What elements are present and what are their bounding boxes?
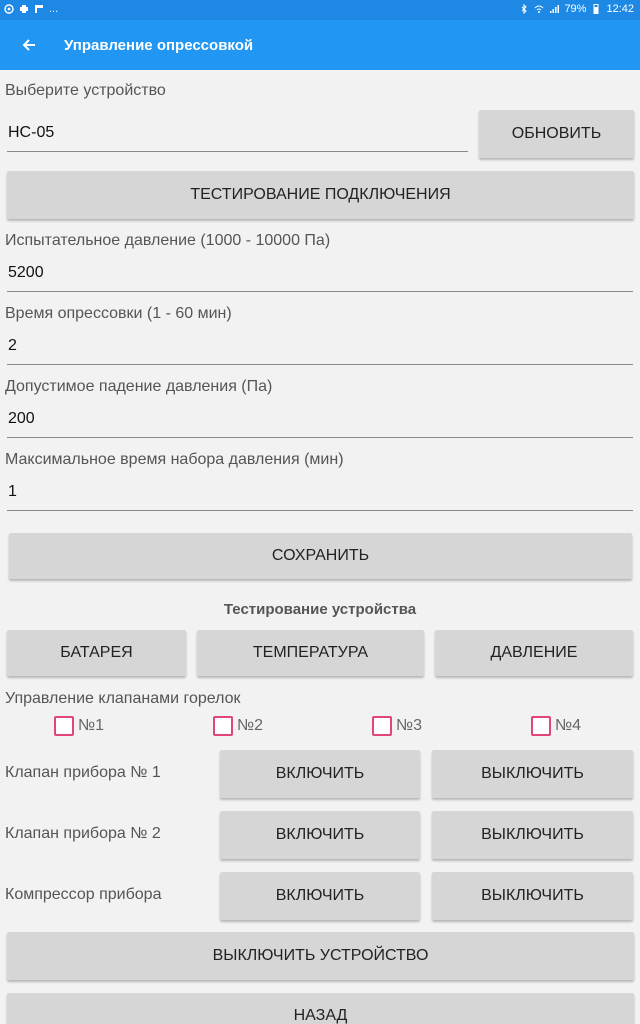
valve-2-off-button[interactable]: ВЫКЛЮЧИТЬ [432,811,633,859]
battery-level: 79% [564,3,587,15]
notification-icon [4,4,14,14]
battery-button[interactable]: БАТАРЕЯ [7,630,186,676]
device-label: Выберите устройство [5,82,166,99]
compressor-label: Компрессор прибора [5,886,162,903]
back-button[interactable]: НАЗАД [7,993,634,1024]
device-test-title: Тестирование устройства [223,601,417,618]
checkbox-label: №4 [555,717,582,734]
test-pressure-input[interactable]: 5200 [7,258,633,292]
refresh-button[interactable]: ОБНОВИТЬ [479,110,634,158]
signal-icon [549,4,559,14]
app-bar [0,20,640,70]
save-button[interactable]: СОХРАНИТЬ [9,533,632,579]
status-bar-system [519,3,634,15]
bluetooth-icon [519,4,529,14]
status-bar [0,0,640,20]
back-arrow-button[interactable] [0,20,56,70]
pressure-drop-label: Допустимое падение давления (Па) [5,378,273,395]
pressure-button[interactable]: ДАВЛЕНИЕ [435,630,633,676]
valve-checkbox-3[interactable] [372,716,422,736]
test-time-label: Время опрессовки (1 - 60 мин) [5,305,232,322]
max-fill-time-input[interactable]: 1 [7,477,633,511]
valve-2-on-button[interactable]: ВКЛЮЧИТЬ [220,811,420,859]
checkbox-box[interactable] [54,716,74,736]
valve-checkbox-2[interactable] [213,716,263,736]
max-fill-time-label: Максимальное время набора давления (мин) [5,451,344,468]
valve-checkbox-1[interactable] [54,716,104,736]
printer-icon [19,4,29,14]
valve-1-on-button[interactable]: ВКЛЮЧИТЬ [220,750,420,798]
test-time-input[interactable]: 2 [7,331,633,365]
valve-1-off-button[interactable]: ВЫКЛЮЧИТЬ [432,750,633,798]
page-title: Управление опрессовкой [64,36,254,54]
valves-label: Управление клапанами горелок [5,690,241,707]
checkbox-box[interactable] [213,716,233,736]
test-pressure-label: Испытательное давление (1000 - 10000 Па) [5,232,331,249]
compressor-on-button[interactable]: ВКЛЮЧИТЬ [220,872,420,920]
status-bar-notifications [4,3,58,15]
battery-icon [591,4,601,14]
valve-1-label: Клапан прибора № 1 [5,764,161,781]
checkbox-label: №2 [237,717,264,734]
test-connection-button[interactable]: ТЕСТИРОВАНИЕ ПОДКЛЮЧЕНИЯ [7,171,634,219]
clock: 12:42 [606,3,634,15]
valve-checkbox-4[interactable] [531,716,581,736]
flag-icon [34,4,44,14]
temperature-button[interactable]: ТЕМПЕРАТУРА [197,630,424,676]
wifi-icon [534,4,544,14]
checkbox-box[interactable] [531,716,551,736]
shutdown-device-button[interactable]: ВЫКЛЮЧИТЬ УСТРОЙСТВО [7,932,634,980]
arrow-left-icon [21,37,37,53]
checkbox-label: №1 [78,717,105,734]
pressure-drop-input[interactable]: 200 [7,404,633,438]
valve-2-label: Клапан прибора № 2 [5,825,161,842]
status-bar-more: ... [49,3,59,15]
checkbox-box[interactable] [372,716,392,736]
checkbox-label: №3 [396,717,423,734]
device-select[interactable]: HC-05 [7,118,468,152]
compressor-off-button[interactable]: ВЫКЛЮЧИТЬ [432,872,633,920]
